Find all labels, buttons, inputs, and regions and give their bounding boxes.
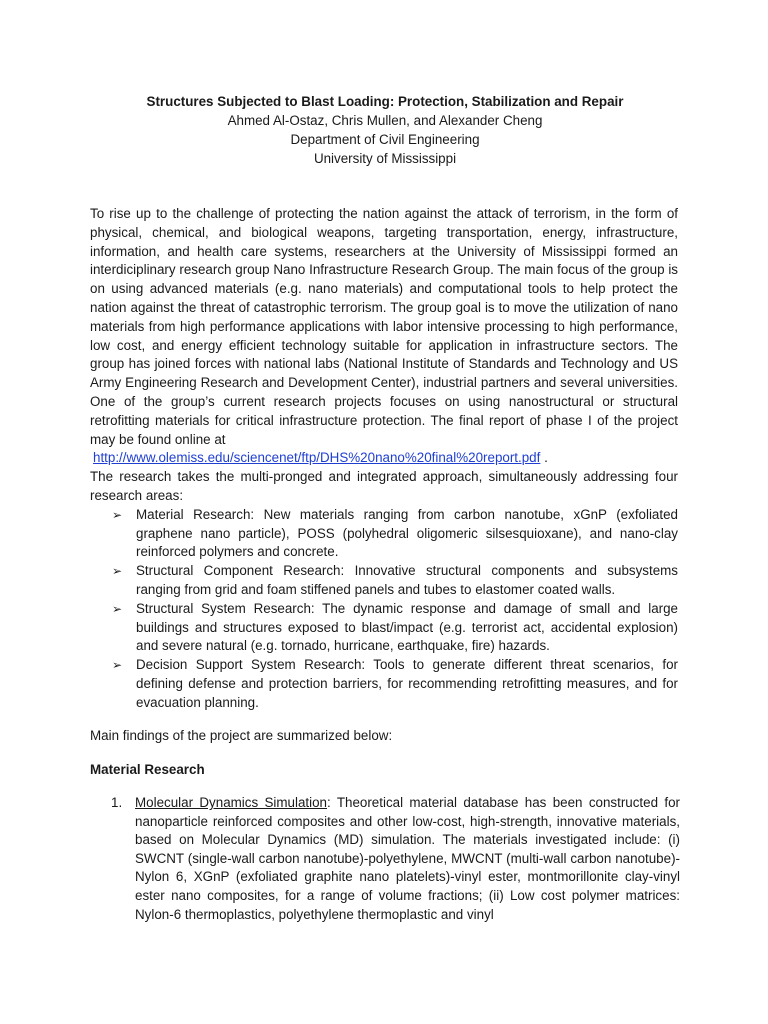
section-heading: Material Research: [90, 762, 205, 777]
arrow-bullet-icon: ➢: [112, 507, 123, 522]
approach-paragraph: The research takes the multi-pronged and integrated approach, simultaneously addressing four research areas:: [90, 469, 678, 503]
list-item: [90, 562, 678, 600]
numbered-item: [90, 794, 680, 924]
document-title: Structures Subjected to Blast Loading: Protection, Stabilization and Repair: [146, 94, 624, 109]
document-header: [90, 92, 680, 168]
research-area-text: Structural System Research: The dynamic response and damage of small and large buildings and structures exposed to blast/impact (e.g. terrorist act, accidental explosion) and severe natural (e.g. tornado, hurricane, earthquake, fire) hazards.: [136, 600, 678, 654]
author-list: Ahmed Al-Ostaz, Chris Mullen, and Alexander Cheng: [227, 113, 543, 128]
department-name: Department of Civil Engineering: [290, 132, 480, 147]
research-area-text: Decision Support System Research: Tools to generate different threat scenarios, for defining defense and protection barriers, for recommending retrofitting measures, and for evacuation planning.: [136, 657, 678, 710]
item-term: Molecular Dynamics Simulation: [135, 795, 328, 810]
item-text: : Theoretical material database has been constructed for nanoparticle reinforced composites and other low-cost, high-strength, innovative materials, based on Molecular Dynamics (MD) simulation. The materials investigated include: (i) SWCNT (single-wall carbon nanotube)-polyethylene, MWCNT (multi-wall carbon nanotube)-Nylon 6, XGnP (exfoliated graphite nano platelets)-vinyl ester, montmorillonite clay-vinyl ester nano composites, for a range of volume fractions; (ii) Low cost polymer matrices: Nylon-6 thermoplastics, polyethylene thermoplastic and vinyl: [135, 795, 680, 922]
list-item: [90, 506, 678, 562]
findings-intro: Main findings of the project are summarized below:: [90, 728, 393, 743]
item-number: 1.: [111, 795, 123, 810]
research-area-text: Structural Component Research: Innovative structural components and subsystems ranging from grid and foam stiffened panels and tubes to elastomer coated walls.: [136, 563, 678, 597]
list-item: [90, 656, 678, 712]
intro-paragraph: To rise up to the challenge of protecting the nation against the attack of terrorism, in the form of physical, chemical, and biological weapons, targeting transportation, energy, infrastructure, information, and health care systems, researchers at the University of Mississippi formed an interdiciplinary research group Nano Infrastructure Research Group. The main focus of the group is on using advanced materials (e.g. nano materials) and computational tools to help protect the nation against the threat of catastrophic terrorism. The group goal is to move the utilization of nano materials from high performance applications with labor intensive processing to high performance, low cost, and energy efficient technology suitable for application in infrastructure sectors. The group has joined forces with national labs (National Institute of Standards and Technology and US Army Engineering Research and Development Center), industrial partners and several universities. One of the group’s current research projects focuses on using nanostructural or structural retrofitting materials for critical infrastructure protection. The final report of phase I of the project may be found online at: [90, 206, 678, 447]
report-link[interactable]: http://www.olemiss.edu/sciencenet/ftp/DHS%20nano%20final%20report.pdf: [93, 450, 541, 466]
intro-section: [90, 205, 678, 713]
research-area-text: Material Research: New materials ranging from carbon nanotube, xGnP (exfoliated graphene nano particle), POSS (polyhedral oligomeric silsesquioxane), and nano-clay reinforced polymers and concrete.: [136, 506, 678, 560]
list-item: [90, 600, 678, 656]
arrow-bullet-icon: ➢: [112, 564, 123, 579]
arrow-bullet-icon: ➢: [112, 658, 123, 673]
research-areas-list: [90, 506, 678, 713]
item-body: [135, 794, 680, 924]
link-suffix: .: [540, 450, 548, 466]
report-link-line: [90, 449, 678, 468]
arrow-bullet-icon: ➢: [112, 601, 123, 616]
university-name: University of Mississippi: [313, 151, 457, 166]
